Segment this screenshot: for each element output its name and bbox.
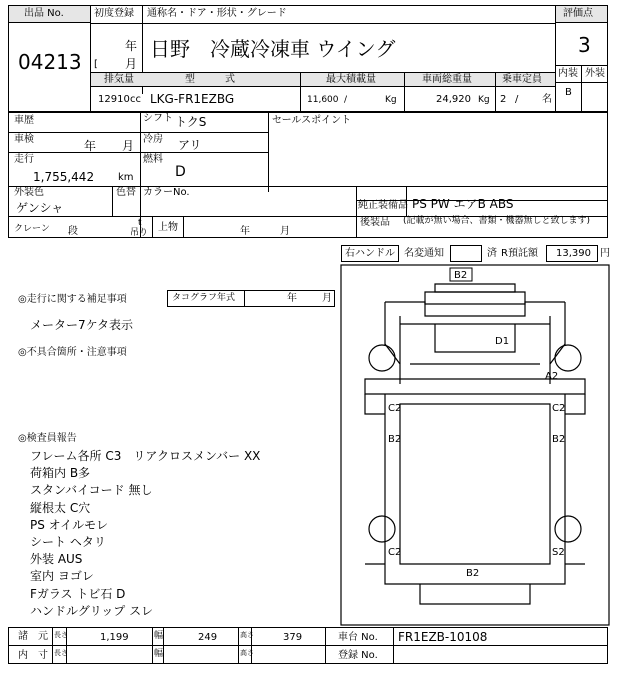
supplement-text: メーター7ケタ表示: [30, 318, 134, 332]
rating-label: 評価点: [563, 8, 593, 19]
first-reg-month: 月: [125, 57, 138, 71]
shift-label: シフト: [143, 113, 173, 124]
color-code-label: 色替: [116, 187, 136, 198]
reg-label: 登録 No.: [338, 650, 378, 661]
inspector-report-line: 室内 ヨゴレ: [30, 569, 94, 584]
width-value: 249: [198, 632, 218, 643]
model-value: LKG-FR1EZBG: [150, 92, 235, 106]
crane-label: クレーン: [14, 224, 50, 234]
rating-value: 3: [578, 33, 591, 57]
mark-s2: S2: [552, 547, 565, 558]
aftermarket-note: (記載が無い場合、書類・機器無しと致します): [403, 216, 591, 226]
shift-value: トクS: [175, 115, 207, 129]
max-load-label: 最大積載量: [326, 74, 376, 85]
mark-a2: A2: [545, 371, 559, 382]
interior-grade: B: [565, 87, 572, 98]
mark-b2-bottom: B2: [466, 568, 480, 579]
inspector-report-line: PS オイルモレ: [30, 517, 109, 532]
color-value: ゲンシャ: [16, 201, 64, 215]
recycle-unit: 円: [600, 248, 610, 259]
mark-b2-left: B2: [388, 434, 402, 445]
first-reg-bracket: [: [94, 59, 98, 70]
upper-year: 年: [240, 226, 250, 237]
equipment-value: PS PW エアB ABS: [412, 197, 514, 211]
crane-hang: 吊り: [130, 228, 149, 238]
displacement-unit: cc: [130, 94, 141, 105]
width-label: 幅: [154, 631, 164, 641]
displacement-label: 排気量: [104, 74, 134, 85]
inspector-report-line: 荷箱内 B多: [30, 466, 91, 481]
model-label: 型 式: [185, 74, 235, 85]
inspector-report-line: 外装 AUS: [30, 552, 83, 567]
displacement-value: 12910: [98, 94, 130, 105]
crane-t: t: [138, 218, 142, 228]
recycle-mark: 済: [487, 248, 497, 259]
height-label: 高さ: [240, 631, 254, 639]
equipment-label: 純正装備品: [358, 200, 408, 211]
mark-b2-right: B2: [552, 434, 566, 445]
aftermarket-label: 後装品: [360, 217, 390, 228]
history-label: 車歴: [14, 115, 34, 126]
ownership-box: [450, 245, 482, 262]
capacity-value: 2: [500, 94, 507, 105]
color-label: 外装色: [14, 187, 44, 198]
ac-label: 冷房: [143, 134, 163, 145]
mark-c2-bottom-left: C2: [388, 547, 402, 558]
gross-weight-unit: Kg: [478, 95, 490, 105]
fuel-label: 燃料: [143, 154, 163, 165]
recycle-amount: 13,390: [556, 248, 591, 259]
length-value: 1,199: [100, 632, 129, 643]
vehicle-diagram: [340, 264, 610, 626]
spec-label: 諸 元: [18, 631, 48, 642]
name-label: 通称名・ドア・形状・グレード: [147, 8, 287, 19]
defects-heading: ◎不具合箇所・注意事項: [18, 347, 127, 358]
color-no-label: カラーNo.: [143, 187, 190, 198]
mark-c2-right: C2: [552, 403, 566, 414]
capacity-unit: 名: [542, 94, 552, 105]
exterior-label: 外装: [585, 68, 605, 79]
cab-outline: [385, 284, 565, 384]
inner-width-label: 幅: [154, 649, 164, 659]
inspection-month: 月: [122, 139, 135, 153]
tacho-label: タコグラフ年式: [172, 293, 236, 303]
right-handle-label: 右ハンドル: [345, 248, 395, 259]
max-load-sep: /: [344, 95, 348, 105]
length-label: 長さ: [54, 631, 68, 639]
crane-stage: 段: [68, 226, 78, 237]
tacho-year: 年: [287, 293, 297, 304]
sales-point-label: セールスポイント: [272, 115, 352, 126]
ownership-label: 名変通知: [404, 248, 444, 259]
car-name: 日野 冷蔵冷凍車 ウイング: [150, 37, 396, 61]
upper-label: 上物: [158, 222, 178, 233]
recycle-label: R預託額: [501, 248, 538, 259]
inspection-label: 車検: [14, 134, 34, 145]
first-reg-label: 初度登録: [94, 8, 134, 19]
inspector-report-line: ハンドルグリップ スレ: [30, 603, 154, 618]
max-load-unit: Kg: [385, 95, 397, 105]
inspector-heading: ◎検査員報告: [18, 433, 77, 444]
fuel-value: D: [175, 164, 186, 180]
inspector-report-line: シート ヘタリ: [30, 535, 106, 549]
interior-label: 内装: [558, 68, 578, 79]
inner-length-label: 長さ: [54, 649, 68, 657]
inner-height-label: 高さ: [240, 649, 254, 657]
capacity-sep: /: [515, 94, 519, 105]
height-value: 379: [283, 632, 303, 643]
lot-number: 04213: [18, 50, 82, 74]
inspection-year: 年: [84, 139, 97, 153]
mark-b2-top: B2: [454, 270, 468, 281]
inner-label: 内 寸: [18, 650, 48, 661]
upper-month: 月: [280, 226, 290, 237]
tacho-month: 月: [322, 293, 332, 304]
supplement-heading: ◎走行に関する補足事項: [18, 294, 127, 305]
mileage-label: 走行: [14, 154, 34, 165]
capacity-label: 乗車定員: [502, 74, 542, 85]
first-reg-year: 年: [125, 39, 138, 53]
max-load-value: 11,600: [307, 95, 339, 105]
inspector-report-line: フレーム各所 C3 リアクロスメンバー XX: [30, 449, 261, 463]
mileage-unit: km: [118, 172, 134, 183]
gross-weight-label: 車両総重量: [422, 74, 472, 85]
inspector-report-line: スタンバイコード 無し: [30, 483, 153, 498]
mark-c2-left: C2: [388, 403, 402, 414]
gross-weight-value: 24,920: [436, 94, 471, 105]
inspector-report-line: Fガラス トビ石 D: [30, 586, 126, 601]
inspector-report-line: 縦根太 C穴: [30, 500, 91, 515]
ac-value: アリ: [178, 138, 202, 152]
mark-d1: D1: [495, 336, 510, 347]
chassis-label: 車台 No.: [338, 632, 378, 643]
chassis-value: FR1EZB-10108: [398, 630, 488, 644]
lot-no-label: 出品 No.: [24, 8, 64, 19]
mileage-value: 1,755,442: [33, 170, 95, 184]
